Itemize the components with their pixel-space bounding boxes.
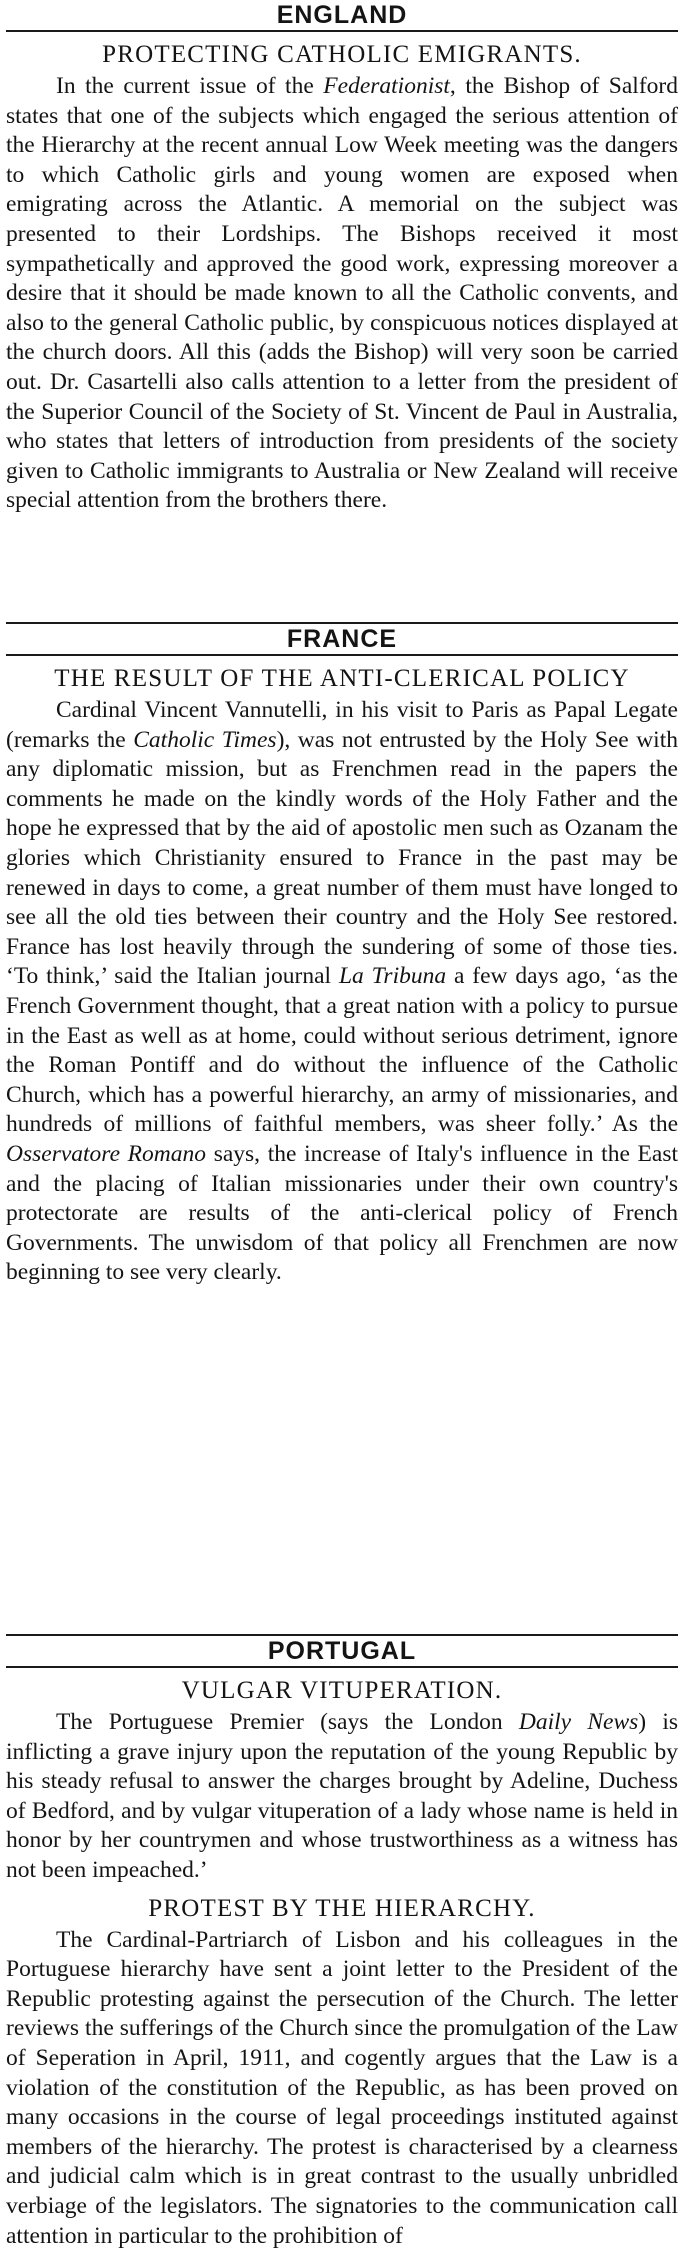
section-england [6, 0, 678, 622]
country-heading-portugal: PORTUGAL [267, 1637, 417, 1665]
publication-title: Daily News [518, 1709, 639, 1735]
publication-title: Osservatore Romano [6, 1140, 207, 1167]
article-body: The Portuguese Premier (says the London Daily News) is inflicting a grave injury upon the reputation of the young Republic by his steady refusal to answer the charges brought by Adeline, Duchess of Bedford, and by vulgar vituperation of a lady whose name is held in honor by her countrymen and whose trustworthiness as a witness has not been impeached.’ [6, 1709, 679, 1883]
country-heading-france: FRANCE [286, 625, 398, 653]
section-rule [6, 1666, 678, 1668]
article-headline: VULGAR VITUPERATION. [181, 1677, 503, 1704]
article-headline: PROTECTING CATHOLIC EMIGRANTS. [102, 41, 582, 68]
article-body: Cardinal Vincent Vannutelli, in his visit to Paris as Papal Legate (remarks the Catholic Times), was not entrusted by the Holy See with any diplomatic mission, but as Frenchmen read in the papers the comments he made on the kindly words of the Holy Father and the hope he expressed that by the aid of apostolic men such as Ozanam the glories which Christianity ensured to France in the past may be renewed in days to come, a great number of them must have longed to see all the old ties between their country and the Holy See restored. France has lost heavily through the sundering of some of those ties. ‘To think,’ said the Italian journal La Tribuna a few days ago, ‘as the French Government thought, that a great nation with a policy to pursue in the East as well as at home, could without serious detriment, ignore the Roman Pontiff and do without the influence of the Catholic Church, which has a powerful hierarchy, an army of missionaries, and hundreds of millions of faithful members, was sheer folly.’ As the Osservatore Romano says, the increase of Italy's influence in the East and the placing of Italian missionaries under their own country's protectorate are results of the anti-clerical policy of French Governments. The unwisdom of that policy all Frenchmen are now beginning to see very clearly. [6, 697, 679, 1286]
section-france [6, 624, 678, 1634]
publication-title: Catholic Times [133, 726, 277, 753]
article-headline-2: PROTEST BY THE HIERARCHY. [148, 1894, 536, 1922]
section-rule [6, 30, 678, 32]
article-body-2: The Cardinal-Partriarch of Lisbon and his colleagues in the Portuguese hierarchy have sent a joint letter to the President of the Republic protesting against the persecution of the Church. The letter reviews the sufferings of the Church since the promulgation of the Law of Seperation in April, 1911, and cogently argues that the Law is a violation of the constitution of the Republic, as has been proved on many occasions in the course of legal proceedings instituted against members of the hierarchy. The protest is characterised by a clearness and judicial calm which is in great contrast to the usually unbridled verbiage of the legislators. The signatories to the communication call attention in particular to the prohibition of [6, 1926, 678, 2249]
publication-title: Federationist [323, 73, 450, 99]
article-body: In the current issue of the Federationist, the Bishop of Salford states that one of the subjects which engaged the serious attention of the Hierarchy at the recent annual Low Week meeting was the dangers to which Catholic girls and young women are exposed when emigrating across the Atlantic. A memorial on the subject was presented to their Lordships. The Bishops received it most sympathetically and approved the good work, expressing moreover a desire that it should be made known to all the Catholic convents, and also to the general Catholic public, by conspicuous notices displayed at the church doors. All this (adds the Bishop) will very soon be carried out. Dr. Casartelli also calls attention to a letter from the president of the Superior Council of the Society of St. Vincent de Paul in Australia, who states that letters of introduction from presidents of the society given to Catholic immigrants to Australia or New Zealand will receive special attention from the brothers there. [6, 73, 678, 514]
publication-title: La Tribuna [338, 963, 447, 990]
section-portugal [6, 1636, 679, 2249]
section-rule [6, 654, 678, 656]
country-heading-england: ENGLAND [276, 1, 408, 29]
article-headline: THE RESULT OF THE ANTI-CLERICAL POLICY [54, 665, 630, 692]
